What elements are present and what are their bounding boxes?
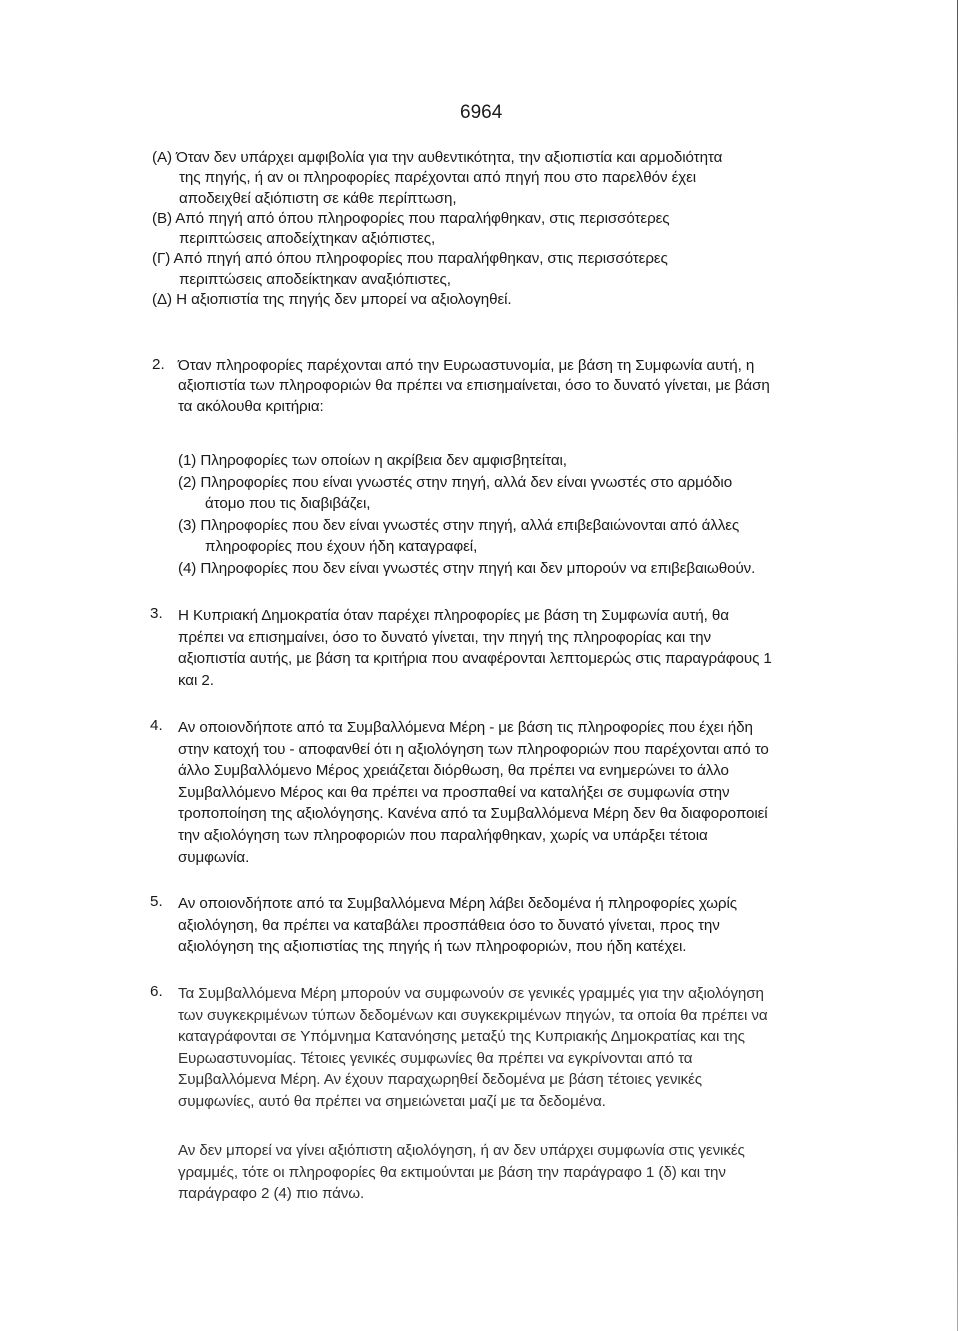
paragraph-line: τα ακόλουθα κριτήρια: <box>178 397 324 415</box>
paragraph-6-number: 6. <box>150 983 163 1000</box>
subpoint-line: αποδειχθεί αξιόπιστη σε κάθε περίπτωση, <box>179 189 457 207</box>
subpoint-line: (Β) Από πηγή από όπου πληροφορίες που παραλήφθηκαν, στις περισσότερες <box>152 209 670 227</box>
criteria-list <box>178 450 755 579</box>
scan-edge-line <box>957 0 958 1331</box>
paragraph-line: άλλο Συμβαλλόμενο Μέρος χρειάζεται διόρθωση, θα πρέπει να ενημερώνει το άλλο <box>178 762 729 780</box>
subpoint-line: (Δ) Η αξιοπιστία της πηγής δεν μπορεί να αξιολογηθεί. <box>152 291 512 309</box>
paragraph-line: αξιολόγηση της αξιοπιστίας της πηγής ή των πληροφοριών, που ήδη κατέχει. <box>178 938 687 956</box>
paragraph-line: των συγκεκριμένων τύπων δεδομένων και συγκεκριμένων πηγών, τα οποία θα πρέπει να <box>178 1006 768 1024</box>
subpoint-line: περιπτώσεις αποδείχτηκαν αξιόπιστες, <box>179 230 436 248</box>
paragraph-line: Συμβαλλόμενα Μέρη. Αν έχουν παραχωρηθεί δεδομένα με βάση τέτοιες γενικές <box>178 1071 702 1088</box>
paragraph-2 <box>178 356 770 417</box>
paragraph-line: Όταν πληροφορίες παρέχονται από την Ευρωαστυνομία, με βάση τη Συμφωνία αυτή, η <box>178 357 755 374</box>
paragraph-line: παράγραφο 2 (4) πιο πάνω. <box>178 1185 365 1202</box>
paragraph-line: πρέπει να επισημαίνει, όσο το δυνατό γίνεται, την πηγή της πληροφορίας και την <box>178 628 711 646</box>
reliability-subpoints <box>152 148 722 310</box>
paragraph-3-number: 3. <box>150 605 163 622</box>
paragraph-5-number: 5. <box>150 893 163 910</box>
paragraph-line: καταγράφονται σε Υπόμνημα Κατανόησης μεταξύ της Κυπριακής Δημοκρατίας και της <box>178 1028 745 1045</box>
page-number: 6964 <box>460 102 503 123</box>
paragraph-line: αξιολόγηση, θα πρέπει να καταβάλει προσπάθεια όσο το δυνατό γίνεται, προς την <box>178 916 720 934</box>
subpoint-line: της πηγής, ή αν οι πληροφορίες παρέχονται από πηγή που στο παρελθόν έχει <box>179 169 697 187</box>
paragraph-line: αξιοπιστία των πληροφοριών θα πρέπει να επισημαίνεται, όσο το δυνατό γίνεται, με βάση <box>178 377 770 395</box>
paragraph-line: Η Κυπριακή Δημοκρατία όταν παρέχει πληροφορίες με βάση τη Συμφωνία αυτή, θα <box>178 607 729 624</box>
paragraph-line: την αξιολόγηση των πληροφοριών που παραλήφθηκαν, χωρίς να υπάρξει τέτοια <box>178 826 708 844</box>
closing-paragraph <box>178 1140 745 1205</box>
paragraph-5 <box>178 893 737 958</box>
paragraph-4 <box>178 717 769 868</box>
paragraph-3 <box>178 605 772 691</box>
paragraph-line: και 2. <box>178 671 214 689</box>
paragraph-line: Αν οποιονδήποτε από τα Συμβαλλόμενα Μέρη - με βάση τις πληροφορίες που έχει ήδη <box>178 719 753 736</box>
subpoint-line: (Α) Όταν δεν υπάρχει αμφιβολία για την αυθεντικότητα, την αξιοπιστία και αρμοδιότητα <box>152 149 723 166</box>
criteria-item: άτομο που τις διαβιβάζει, <box>205 495 371 512</box>
subpoint-line: περιπτώσεις αποδείκτηκαν αναξιόπιστες, <box>179 270 451 288</box>
paragraph-line: στην κατοχή του - αποφανθεί ότι η αξιολόγηση των πληροφοριών που παρέχονται από το <box>178 740 769 758</box>
paragraph-2-number: 2. <box>152 356 165 373</box>
criteria-item: (2) Πληροφορίες που είναι γνωστές στην πηγή, αλλά δεν είναι γνωστές στο αρμόδιο <box>178 473 733 491</box>
paragraph-line: συμφωνία. <box>178 848 250 866</box>
criteria-item: (1) Πληροφορίες των οποίων η ακρίβεια δεν αμφισβητείται, <box>178 452 567 469</box>
paragraph-line: συμφωνίες, αυτό θα πρέπει να σημειώνεται μαζί με τα δεδομένα. <box>178 1092 606 1110</box>
subpoint-line: (Γ) Από πηγή από όπου πληροφορίες που παραλήφθηκαν, στις περισσότερες <box>152 250 668 268</box>
criteria-item: (4) Πληροφορίες που δεν είναι γνωστές στην πηγή και δεν μπορούν να επιβεβαιωθούν. <box>178 559 756 577</box>
paragraph-line: γραμμές, τότε οι πληροφορίες θα εκτιμούνται με βάση την παράγραφο 1 (δ) και την <box>178 1163 726 1181</box>
paragraph-line: Ευρωαστυνομίας. Τέτοιες γενικές συμφωνίες θα πρέπει να εγκρίνονται από τα <box>178 1049 693 1067</box>
paragraph-line: τροποποίηση της αξιολόγησης. Κανένα από τα Συμβαλλόμενα Μέρη δεν θα διαφοροποιεί <box>178 805 768 823</box>
paragraph-line: Τα Συμβαλλόμενα Μέρη μπορούν να συμφωνούν σε γενικές γραμμές για την αξιολόγηση <box>178 985 764 1002</box>
paragraph-line: Αν οποιονδήποτε από τα Συμβαλλόμενα Μέρη λάβει δεδομένα ή πληροφορίες χωρίς <box>178 895 737 912</box>
paragraph-line: αξιοπιστία αυτής, με βάση τα κριτήρια που αναφέρονται λεπτομερώς στις παραγράφους 1 <box>178 650 772 667</box>
paragraph-line: Συμβαλλόμενο Μέρος και θα πρέπει να προσπαθεί να καταλήξει σε συμφωνία στην <box>178 783 730 801</box>
criteria-item: (3) Πληροφορίες που δεν είναι γνωστές στην πηγή, αλλά επιβεβαιώνονται από άλλες <box>178 516 740 534</box>
paragraph-line: Αν δεν μπορεί να γίνει αξιόπιστη αξιολόγηση, ή αν δεν υπάρχει συμφωνία στις γενικές <box>178 1142 745 1159</box>
criteria-item: πληροφορίες που έχουν ήδη καταγραφεί, <box>205 538 478 555</box>
paragraph-6 <box>178 983 768 1112</box>
paragraph-4-number: 4. <box>150 717 163 734</box>
